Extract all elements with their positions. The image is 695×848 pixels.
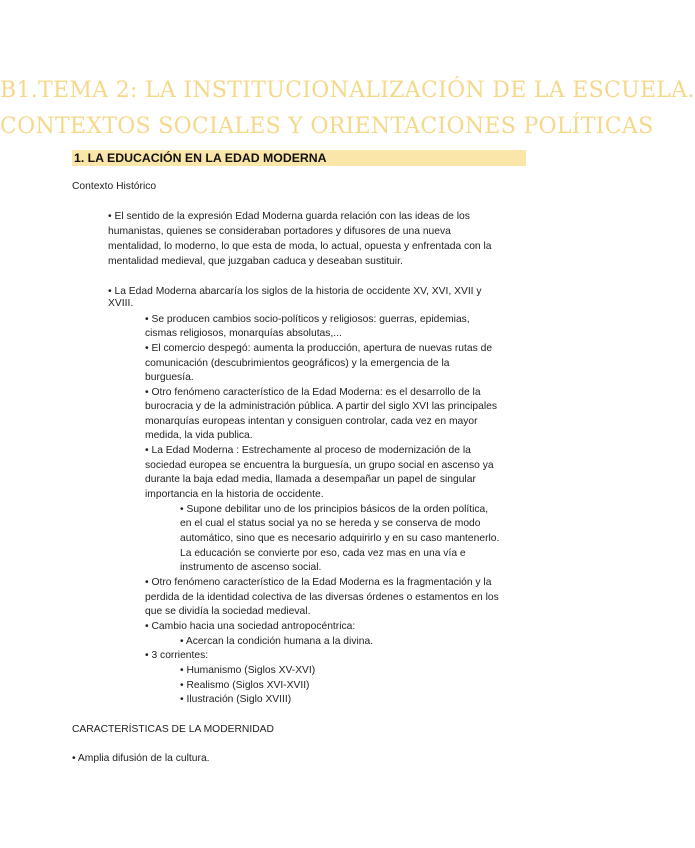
bullet-line: medida, la vida publica. — [145, 430, 253, 441]
paragraph-line: humanistas, quienes se consideraban portadores y difusores de una nueva — [108, 226, 451, 237]
sub-bullet-line: • Humanismo (Siglos XV-XVI) — [180, 665, 316, 676]
paragraph-line: mentalidad, lo moderno, lo que esta de moda, lo actual, opuesta y enfrentada con la — [108, 241, 492, 252]
bullet-line: sociedad europea se encuentra la burguesía, un grupo social en ascenso ya — [145, 460, 494, 471]
sub-bullet-line: en el cual el status social ya no se hereda y se conserva de modo — [180, 518, 481, 529]
bullet-line: monarquías europeas intentan y consiguen controlar, cada vez en mayor — [145, 416, 478, 427]
sub-bullet-line: instrumento de ascenso social. — [180, 562, 322, 573]
bullet-line: • El comercio despegó: aumenta la producción, apertura de nuevas rutas de — [145, 343, 493, 354]
bullet-line: cismas religiosos, monarquías absolutas,... — [145, 328, 342, 339]
bullet-line: • Cambio hacia una sociedad antropocéntrica: — [145, 621, 356, 632]
bullet-line: perdida de la identidad colectiva de las diversas órdenes o estamentos en los — [145, 592, 499, 603]
document-title-line-1: B1.TEMA 2: LA INSTITUCIONALIZACIÓN DE LA ESCUELA. — [0, 78, 695, 103]
bullet-line: • La Edad Moderna : Estrechamente al proceso de modernización de la — [145, 445, 471, 456]
bullet-line: durante la baja edad media, llamada a desempañar un papel de singular — [145, 474, 476, 485]
bullet-line: burguesía. — [145, 372, 194, 383]
bullet-line: comunicación (descubrimientos geográficos) y la emergencia de la — [145, 358, 450, 369]
bullet-line: • Se producen cambios socio-políticos y religiosos: guerras, epidemias, — [145, 314, 470, 325]
sub-bullet-line: • Realismo (Siglos XVI-XVII) — [180, 680, 310, 691]
subheading-contexto-historico: Contexto Histórico — [72, 181, 157, 192]
paragraph-line: XVIII. — [108, 298, 134, 309]
sub-bullet-line: • Acercan la condición humana a la divina. — [180, 636, 374, 647]
bullet-line: burocracia y de la administración pública. A partir del siglo XVI las principales — [145, 401, 497, 412]
sub-bullet-line: La educación se convierte por eso, cada vez mas en una vía e — [180, 548, 466, 559]
sub-bullet-line: • Supone debilitar uno de los principios básicos de la orden política, — [180, 504, 489, 515]
bullet-line: • 3 corrientes: — [145, 650, 209, 661]
sub-bullet-line: automático, sino que es necesario adquirirlo y en su caso mantenerlo. — [180, 533, 500, 544]
section-heading: 1. LA EDUCACIÓN EN LA EDAD MODERNA — [74, 151, 327, 165]
section-2-heading: CARACTERÍSTICAS DE LA MODERNIDAD — [72, 724, 274, 735]
bullet-line: • Otro fenómeno característico de la Edad Moderna es la fragmentación y la — [145, 577, 492, 588]
bullet-line: • Otro fenómeno característico de la Edad Moderna: es el desarrollo de la — [145, 387, 481, 398]
sub-bullet-line: • Ilustración (Siglo XVIII) — [180, 694, 292, 705]
bullet-line: • Amplia difusión de la cultura. — [72, 753, 210, 764]
bullet-line: que se dividía la sociedad medieval. — [145, 606, 311, 617]
bullet-line: importancia en la historia de occidente. — [145, 489, 324, 500]
document-title-line-2: CONTEXTOS SOCIALES Y ORIENTACIONES POLÍTICAS — [0, 114, 654, 139]
paragraph-line: mentalidad medieval, que juzgaban caduca y deseaban sustituir. — [108, 256, 403, 267]
paragraph-line: • El sentido de la expresión Edad Moderna guarda relación con las ideas de los — [108, 211, 470, 222]
paragraph-line: • La Edad Moderna abarcaría los siglos de la historia de occidente XV, XVI, XVII y — [108, 286, 482, 297]
